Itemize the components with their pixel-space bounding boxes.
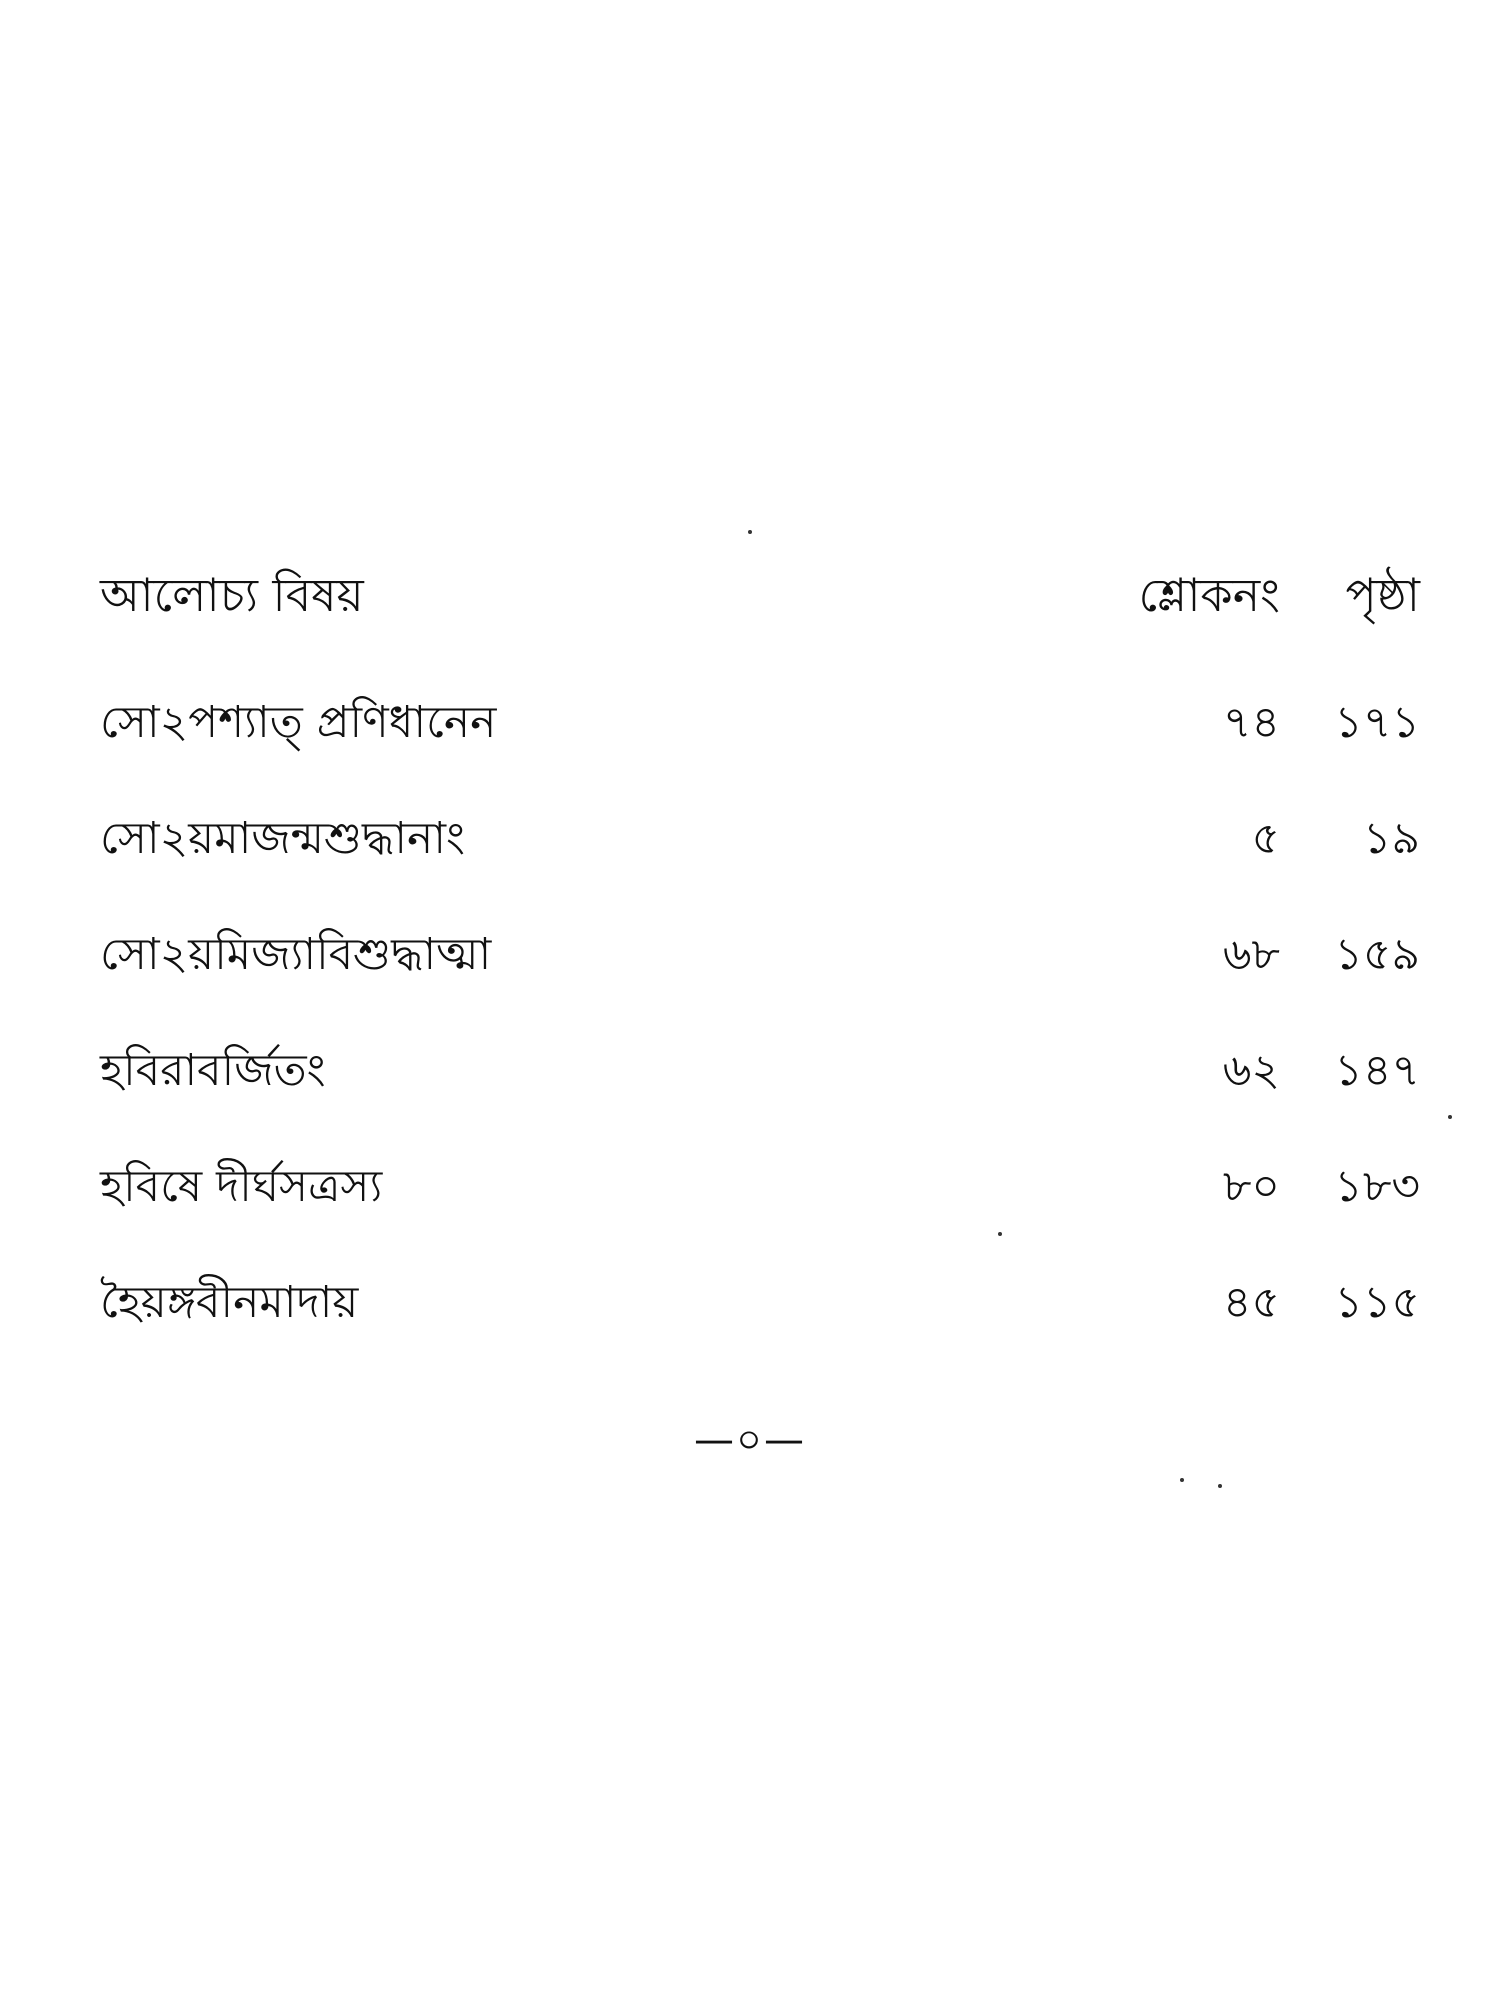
index-row	[100, 804, 1420, 920]
row-topic: সো২য়মিজ্যাবিশুদ্ধাত্মা	[100, 929, 492, 980]
row-verse-number: ৪৫	[1222, 1277, 1280, 1328]
index-row	[100, 1036, 1420, 1152]
verse-index-table	[100, 560, 1420, 1384]
row-topic: সো২য়মাজন্মশুদ্ধানাং	[100, 813, 465, 864]
row-verse-number: ৮০	[1222, 1161, 1280, 1212]
scan-speck	[1448, 1115, 1452, 1119]
index-header-row	[100, 560, 1420, 688]
row-topic: হবিষে দীর্ঘসত্রস্য	[100, 1161, 383, 1212]
row-page-number: ১৮৩	[1334, 1161, 1420, 1212]
row-page-number: ১৪৭	[1334, 1045, 1420, 1096]
index-row	[100, 1268, 1420, 1384]
row-verse-number: ৭৪	[1222, 697, 1280, 748]
row-page-number: ১৯	[1362, 813, 1420, 864]
scan-speck	[748, 530, 752, 534]
row-page-number: ১৫৯	[1334, 929, 1420, 980]
index-row	[100, 1152, 1420, 1268]
row-verse-number: ৬৮	[1222, 929, 1280, 980]
row-page-number: ১১৫	[1334, 1277, 1420, 1328]
scan-speck	[1180, 1478, 1184, 1482]
header-topic: আলোচ্য বিষয়	[100, 568, 364, 622]
row-topic: সো২পশ্যাত্‌ প্রণিধানেন	[100, 697, 497, 748]
header-verse-number: শ্লোকনং	[1138, 568, 1280, 622]
row-topic: হৈয়ঙ্গবীনমাদায়	[100, 1277, 359, 1328]
row-page-number: ১৭১	[1334, 697, 1420, 748]
header-page-number: পৃষ্ঠা	[1345, 568, 1420, 622]
row-verse-number: ৬২	[1222, 1045, 1280, 1096]
index-row	[100, 688, 1420, 804]
scan-speck	[1218, 1484, 1222, 1488]
row-verse-number: ৫	[1251, 813, 1280, 864]
scan-speck	[998, 1232, 1002, 1236]
index-row	[100, 920, 1420, 1036]
section-end-ornament: —০—	[693, 1417, 806, 1463]
row-topic: হবিরাবর্জিতং	[100, 1045, 326, 1096]
